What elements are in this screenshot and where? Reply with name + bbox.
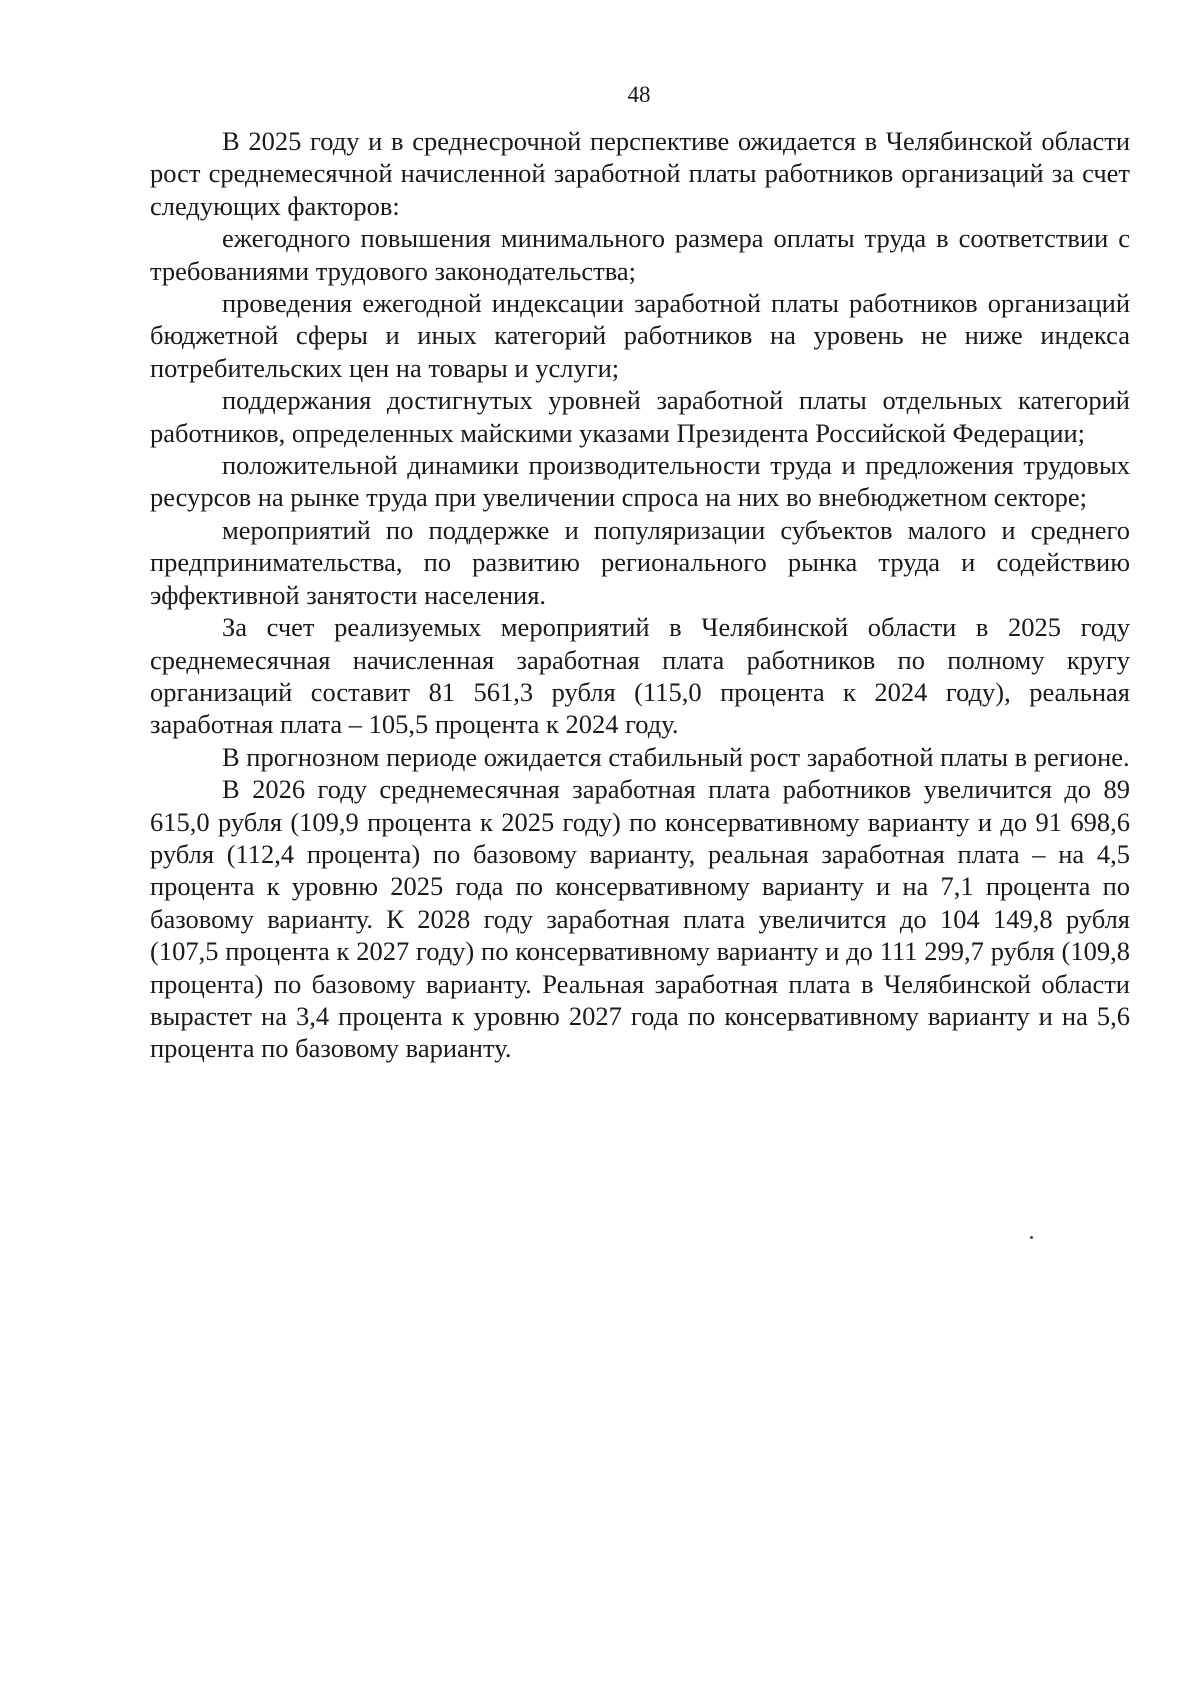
paragraph-factor-indexation: проведения ежегодной индексации заработной платы работников организаций бюджетной сферы и иных категорий работников на уровень не ниже индекса потребительских цен на товары и услуги; [150, 288, 1130, 383]
paragraph-2025-wage: За счет реализуемых мероприятий в Челябинской области в 2025 году среднемесячная начисленная заработная плата работников по полному кругу организаций составит 81 561,3 рубля (115,0 процента к 2024 году), реальная заработная плата – 105,5 процента к 2024 году. [150, 612, 1130, 740]
paragraph-factor-may-decrees: поддержания достигнутых уровней заработной платы отдельных категорий работников, определенных майскими указами Президента Российской Федерации; [150, 385, 1130, 448]
paragraph-forecast-growth: В прогнозном периоде ожидается стабильный рост заработной платы в регионе. [222, 741, 1130, 772]
paragraph-factor-small-business: мероприятий по поддержке и популяризации субъектов малого и среднего предпринимательства, по развитию регионального рынка труда и содействию эффективной занятости населения. [150, 514, 1130, 610]
paragraph-factor-minimum-wage: ежегодного повышения минимального размера оплаты труда в соответствии с требованиями трудового законодательства; [150, 223, 1130, 286]
page-number: 48 [627, 82, 651, 107]
paragraph-intro: В 2025 году и в среднесрочной перспективе ожидается в Челябинской области рост среднемесячной начисленной заработной платы работников организаций за счет следующих факторов: [150, 126, 1130, 221]
paragraph-2026-2028-wage: В 2026 году среднемесячная заработная плата работников увеличится до 89 615,0 рубля (109,9 процента к 2025 году) по консервативному варианту и до 91 698,6 рубля (112,4 процента) по базовому варианту, реальная заработная плата – на 4,5 процента к уровню 2025 года по консервативному варианту и на 7,1 процента по базовому варианту. К 2028 году заработная плата увеличится до 104 149,8 рубля (107,5 процента к 2027 году) по консервативному варианту и до 111 299,7 рубля (109,8 процента) по базовому варианту. Реальная заработная плата в Челябинской области вырастет на 3,4 процента к уровню 2027 года по консервативному варианту и на 5,6 процента по базовому варианту. [150, 774, 1130, 1064]
scan-speck [1030, 1236, 1033, 1239]
document-body [150, 125, 1130, 1065]
paragraph-factor-productivity: положительной динамики производительности труда и предложения трудовых ресурсов на рынке труда при увеличении спроса на них во внебюджетном секторе; [150, 450, 1130, 513]
